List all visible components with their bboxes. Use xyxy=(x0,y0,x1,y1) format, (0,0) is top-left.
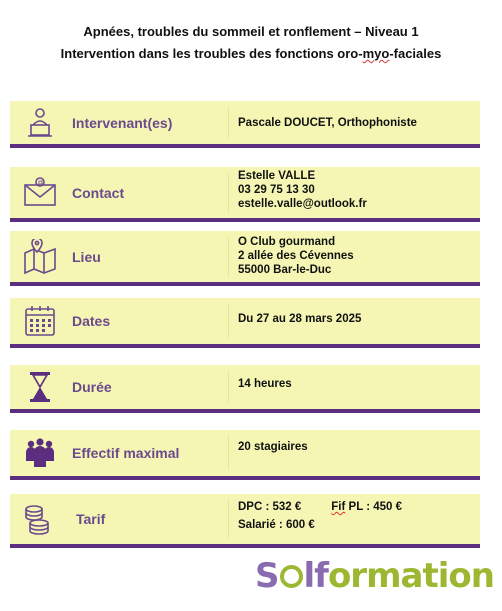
divider xyxy=(228,371,229,403)
page-subtitle: Intervention dans les troubles des fonctions oro-myo-faciales xyxy=(60,46,442,61)
speaker-podium-icon xyxy=(22,105,58,141)
card-label: Effectif maximal xyxy=(72,445,180,461)
tarif-salarie: Salarié : 600 € xyxy=(238,519,315,531)
divider xyxy=(228,107,229,138)
contact-phone: 03 29 75 13 30 xyxy=(238,184,315,196)
solformation-logo: S lformation xyxy=(255,556,494,596)
contact-email: estelle.valle@outlook.fr xyxy=(238,198,367,210)
tarif-value xyxy=(238,498,402,534)
tarif-fif-rest: PL : 450 € xyxy=(345,501,403,513)
lieu-line2: 2 allée des Cévennes xyxy=(238,250,354,262)
card-lieu xyxy=(10,231,480,286)
card-label: Tarif xyxy=(76,511,106,527)
intervenant-value: Pascale DOUCET, Orthophoniste xyxy=(238,117,417,129)
contact-value xyxy=(238,169,367,211)
divider xyxy=(228,500,229,538)
tarif-dpc: DPC : 532 € xyxy=(238,501,302,513)
svg-text:@: @ xyxy=(37,180,44,186)
divider xyxy=(228,304,229,338)
card-intervenant xyxy=(10,101,480,148)
duree-value: 14 heures xyxy=(238,378,292,390)
card-label: Durée xyxy=(72,379,112,395)
effectif-value: 20 stagiaires xyxy=(238,441,308,453)
page-title: Apnées, troubles du sommeil et ronflement – Niveau 1 xyxy=(83,24,419,39)
dates-value: Du 27 au 28 mars 2025 xyxy=(238,313,362,325)
card-label: Lieu xyxy=(72,248,101,265)
tarif-fif: Fif xyxy=(331,501,346,513)
card-label: Dates xyxy=(72,313,111,329)
card-tarif xyxy=(10,494,480,548)
divider xyxy=(228,173,229,212)
lieu-line1: O Club gourmand xyxy=(238,236,336,248)
map-pin-icon xyxy=(22,239,58,275)
card-contact xyxy=(10,167,480,222)
card-label: Intervenant(es) xyxy=(72,114,173,131)
coins-icon xyxy=(22,501,58,537)
contact-name: Estelle VALLE xyxy=(238,170,316,182)
card-dates xyxy=(10,298,480,348)
card-duree xyxy=(10,365,480,413)
tarif-line1 xyxy=(238,498,402,516)
group-icon xyxy=(22,435,58,471)
lieu-line3: 55000 Bar-le-Duc xyxy=(238,264,332,276)
card-label: Contact xyxy=(72,184,125,201)
envelope-icon xyxy=(22,175,58,211)
card-effectif xyxy=(10,430,480,480)
lieu-value xyxy=(238,235,354,277)
divider xyxy=(228,436,229,470)
hourglass-icon xyxy=(22,369,58,405)
divider xyxy=(228,237,229,276)
calendar-icon xyxy=(22,303,58,339)
